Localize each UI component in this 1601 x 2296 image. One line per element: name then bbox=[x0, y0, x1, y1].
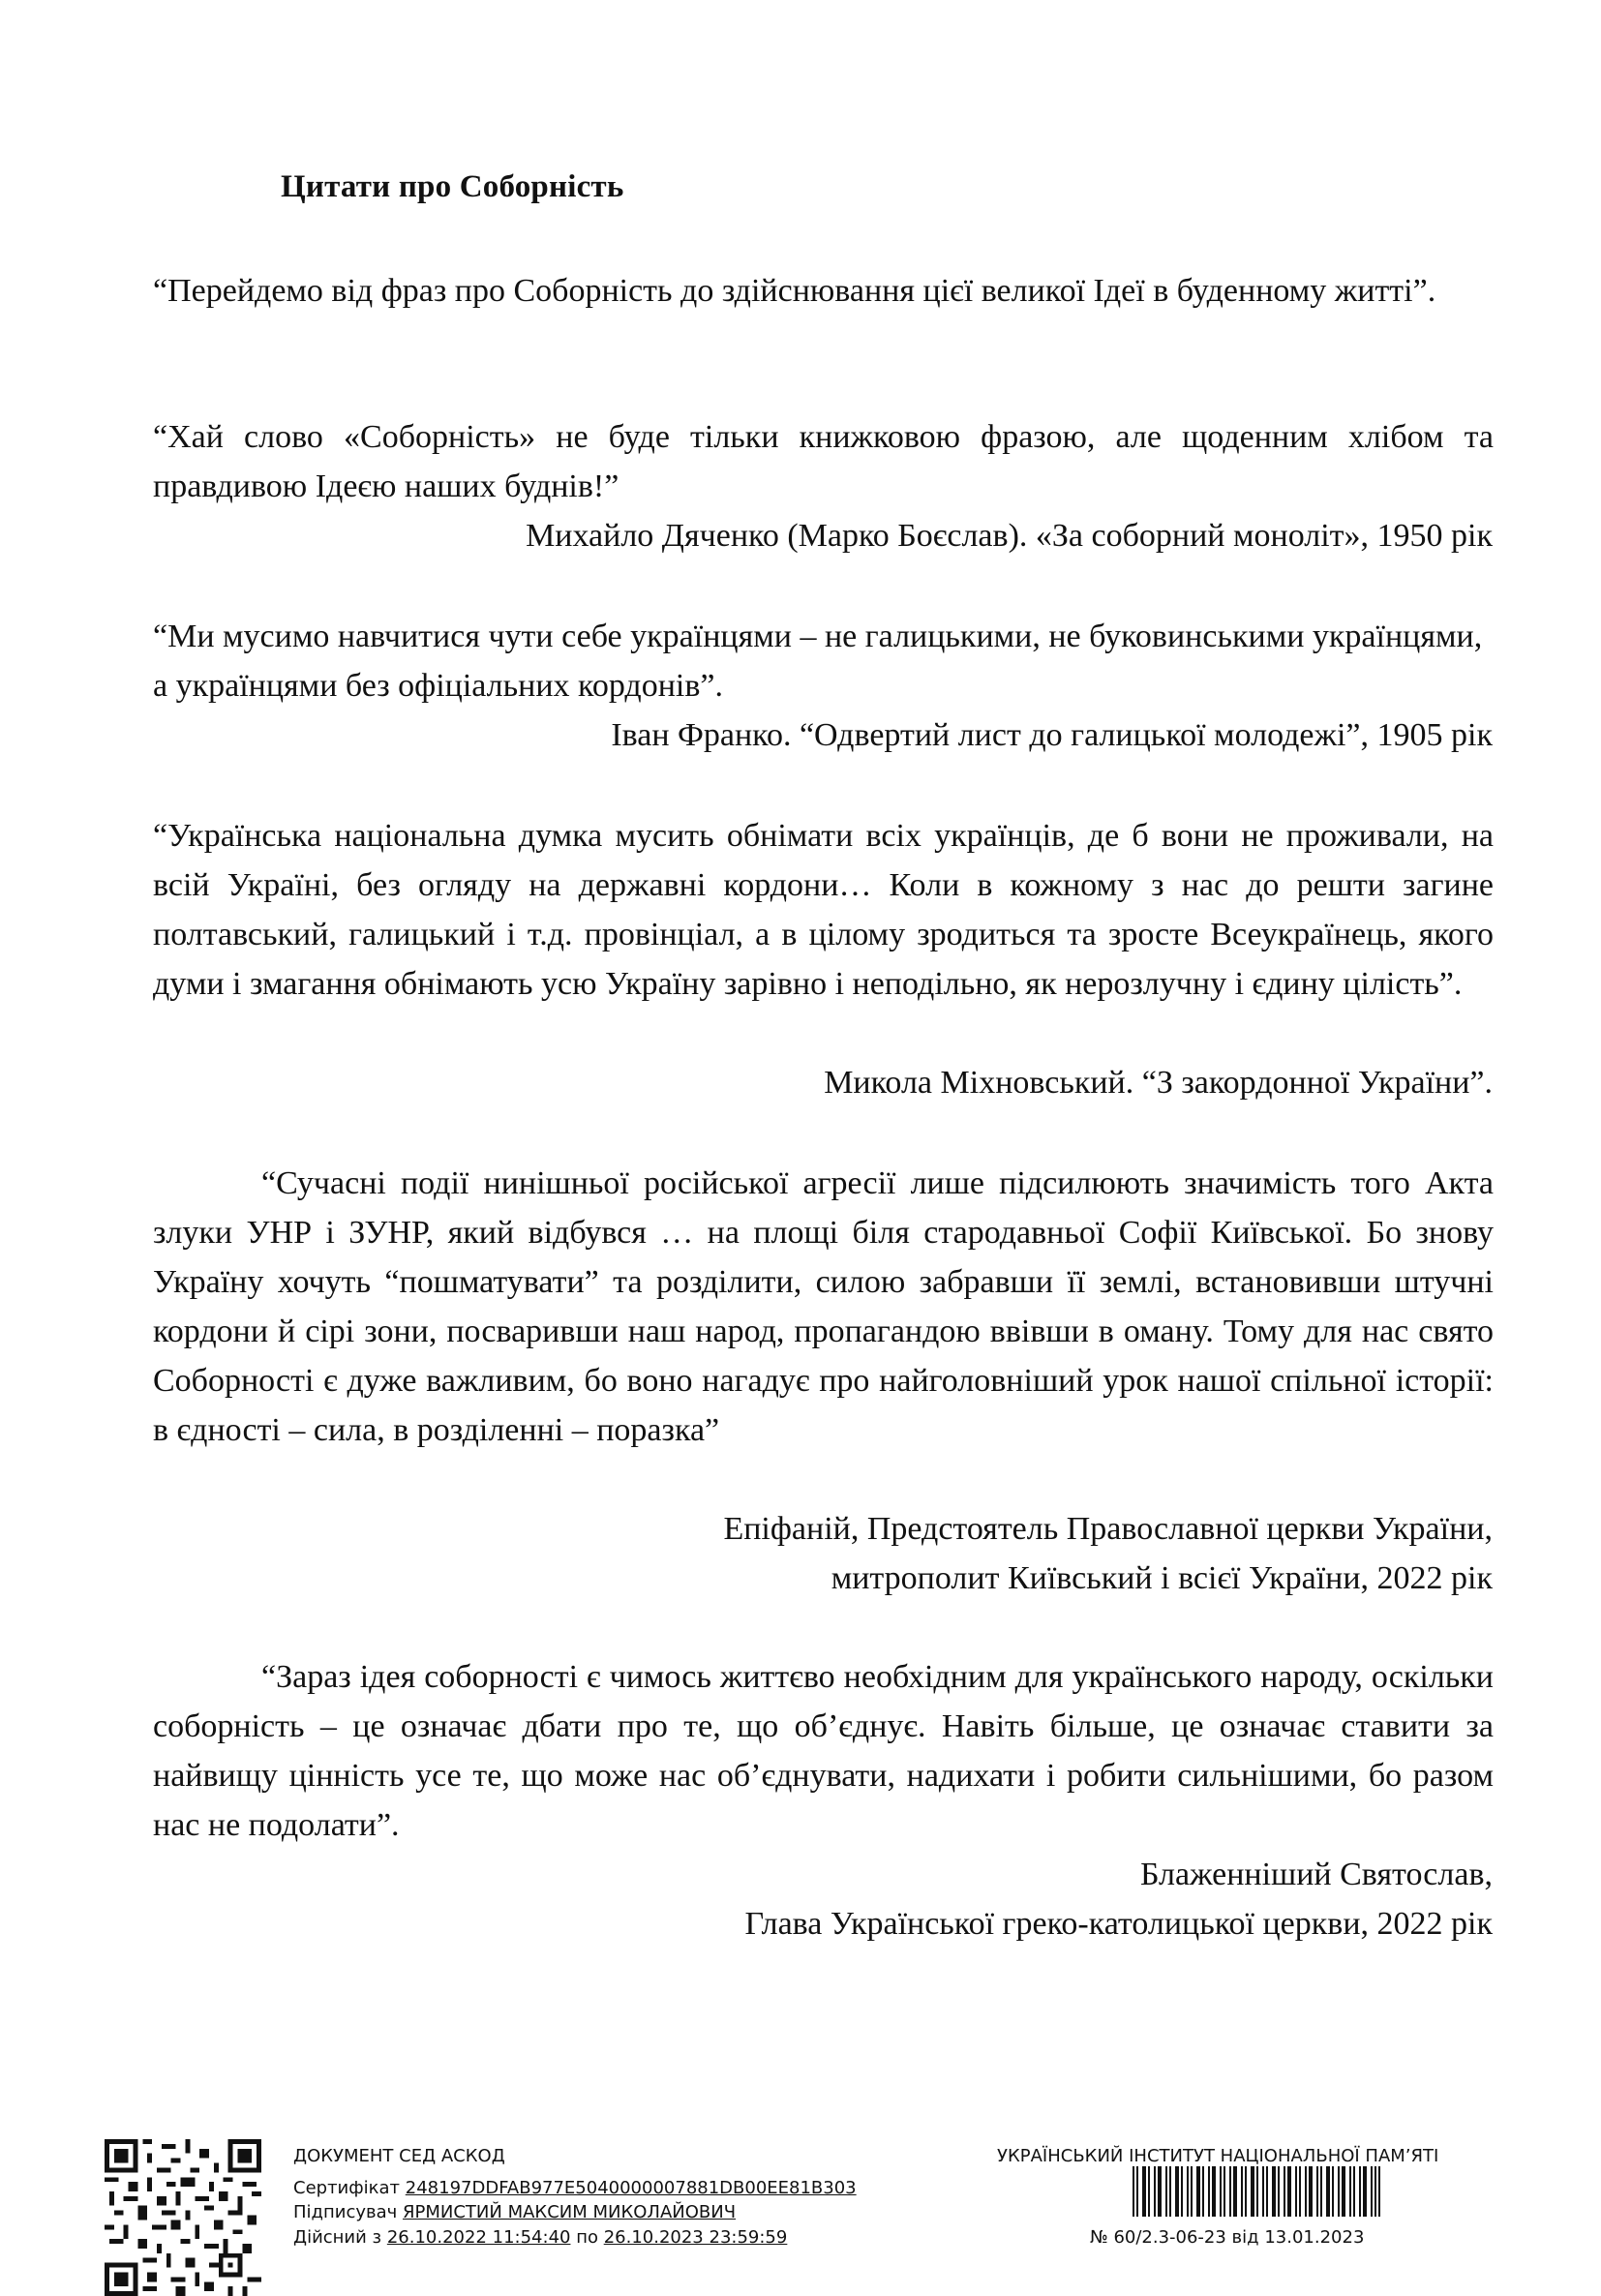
quote-4-attribution: Микола Міхновський. “З закордонної України”. bbox=[824, 1065, 1493, 1101]
quote-6-attribution-line1: Блаженніший Святослав, bbox=[1139, 1857, 1493, 1892]
certificate-label: Сертифікат bbox=[293, 2178, 406, 2198]
quote-1-text: “Перейдемо від фраз про Соборність до здійснювання цієї великої Ідеї в буденному житті”. bbox=[153, 273, 1436, 309]
quote-4-text: “Українська національна думка мусить обнімати всіх українців, де б вони не проживали, на всій Україні, без огляду на державні кордони… Коли в кожному з нас до решти загине полтавський, галицький і т.д. провінціал, а в цілому зродиться та зросте Всеукраїнець, якого думи і змагання обнімають усю Україну зарівно і неподільно, як нерозлучну і єдину цілість”. bbox=[153, 818, 1494, 1002]
validity-mid: по bbox=[570, 2227, 604, 2248]
doc-type-label: ДОКУМЕНТ СЕД АСКОД bbox=[293, 2146, 505, 2166]
quote-2-text: “Хай слово «Соборність» не буде тільки книжковою фразою, але щоденним хлібом та правдивою Ідеєю наших буднів!” bbox=[153, 419, 1494, 504]
quote-5-attribution-line2: митрополит Київський і всієї України, 2022 рік bbox=[831, 1560, 1493, 1596]
signer-label: Підписувач bbox=[293, 2202, 403, 2222]
page-title: Цитати про Соборність bbox=[281, 169, 624, 204]
quote-3-attribution: Іван Франко. “Одвертий лист до галицької молодежі”, 1905 рік bbox=[611, 717, 1493, 753]
institution-name: УКРАЇНСЬКИЙ ІНСТИТУТ НАЦІОНАЛЬНОЇ ПАМ’ЯТІ bbox=[997, 2146, 1439, 2166]
validity-from: 26.10.2022 11:54:40 bbox=[386, 2227, 571, 2248]
validity-to: 26.10.2023 23:59:59 bbox=[603, 2227, 788, 2248]
certificate-value: 248197DDFAB977E5040000007881DB00EE81B303 bbox=[405, 2178, 857, 2198]
validity-label: Дійсний з bbox=[293, 2227, 387, 2248]
signer-value: ЯРМИСТИЙ МАКСИМ МИКОЛАЙОВИЧ bbox=[403, 2202, 737, 2222]
quote-3-text: “Ми мусимо навчитися чути себе українцями – не галицькими, не буковинськими українцями, а українцями без офіціальних кордонів”. bbox=[153, 619, 1483, 704]
quote-2-attribution: Михайло Дяченко (Марко Боєслав). «За соборний моноліт», 1950 рік bbox=[526, 518, 1493, 554]
quote-6-text: “Зараз ідея соборності є чимось життєво необхідним для українського народу, оскільки соборність – це означає дбати про те, що об’єднує. Навіть більше, це означає ставити за найвищу цінність усе те, що може нас об’єднувати, надихати і робити сильнішими, бо разом нас не подолати”. bbox=[153, 1659, 1494, 1843]
registration-number: № 60/2.3-06-23 від 13.01.2023 bbox=[1090, 2227, 1365, 2248]
quote-5-text: “Сучасні події нинішньої російської агресії лише підсилюють значимість того Акта злуки УНР і ЗУНР, який відбувся … на площі біля стародавньої Софії Київської. Бо знову Україну хочуть “пошматувати” та розділити, силою забравши її землі, встановивши штучні кордони й сірі зони, посваривши наш народ, пропагандою ввівши в оману. Тому для нас свято Соборності є дуже важливим, бо воно нагадує про найголовніший урок нашої спільної історії: в єдності – сила, в розділенні – поразка” bbox=[153, 1165, 1494, 1448]
quote-6-attribution-line2: Глава Української греко-католицької церкви, 2022 рік bbox=[744, 1906, 1493, 1942]
quote-5-attribution-line1: Епіфаній, Предстоятель Православної церкви України, bbox=[723, 1511, 1493, 1547]
